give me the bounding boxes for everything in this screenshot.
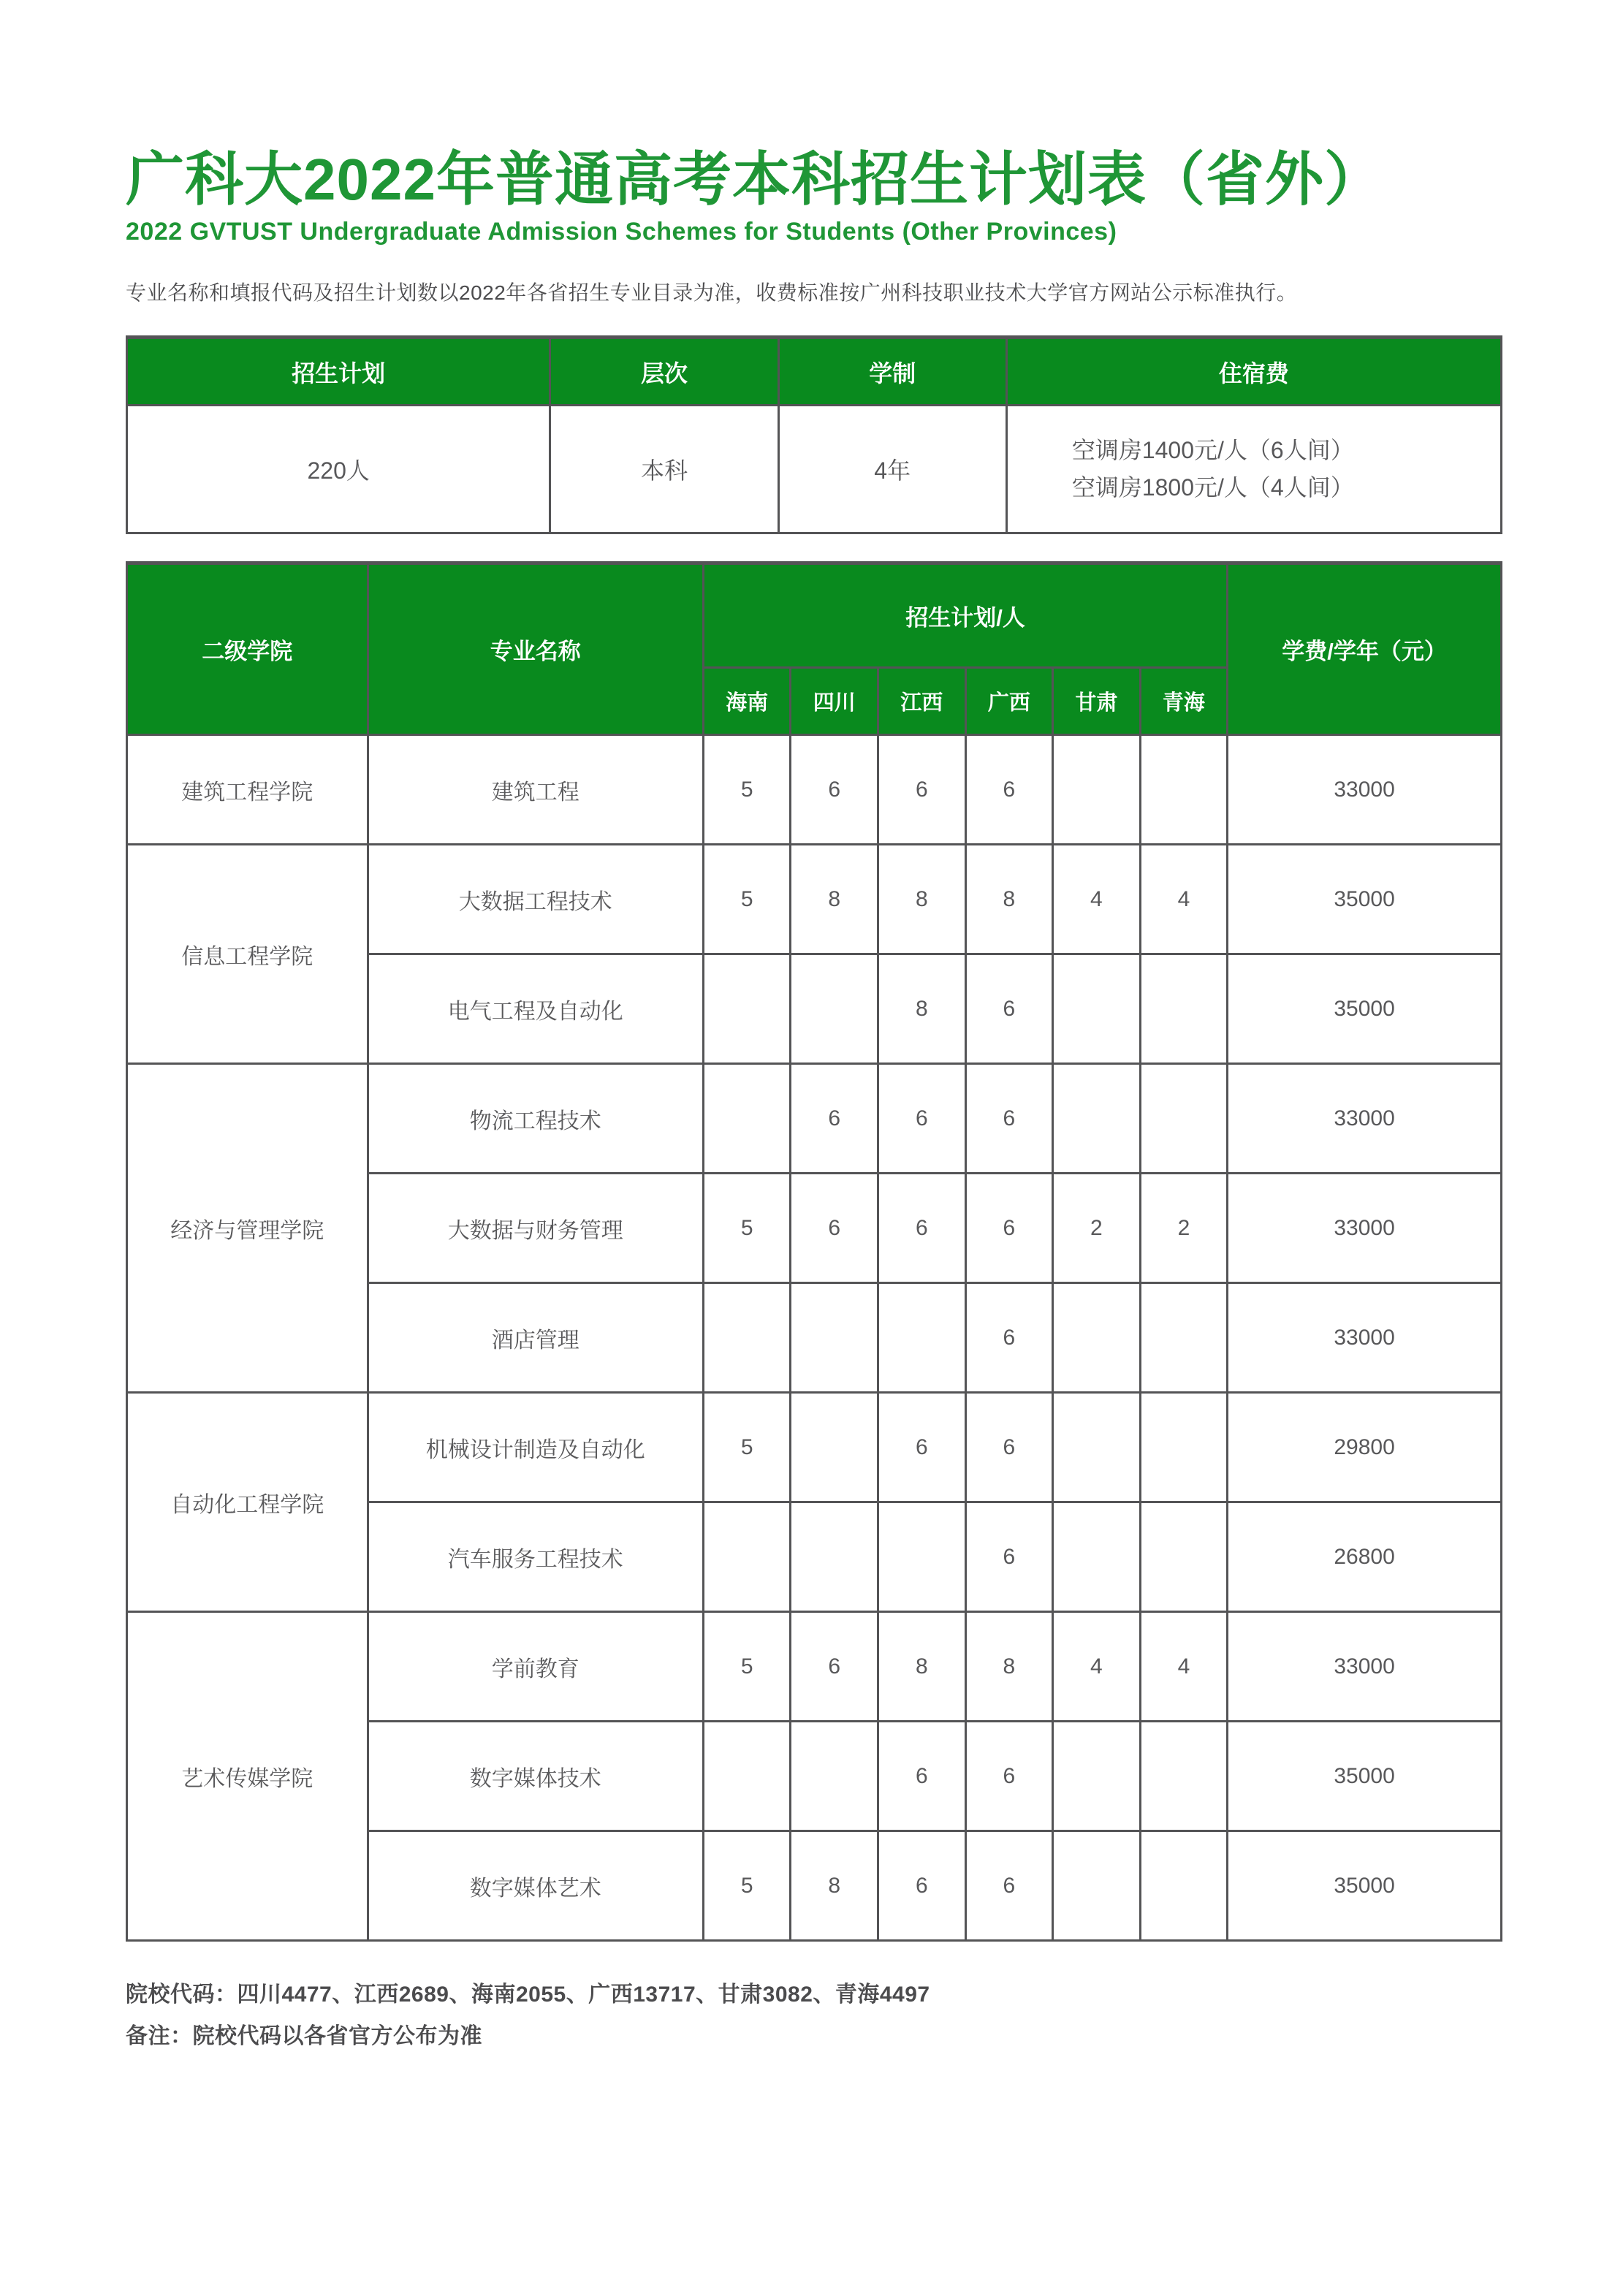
admission-plan-table	[126, 561, 1502, 1942]
province-quota-cell	[1053, 735, 1141, 845]
province-quota-cell	[1053, 954, 1141, 1064]
province-quota-cell	[703, 1064, 791, 1174]
page-container	[126, 0, 1502, 2057]
plan-header-province-sichuan: 四川	[791, 668, 878, 735]
province-quota-cell	[703, 1722, 791, 1831]
province-quota-cell	[1140, 1393, 1228, 1502]
province-quota-cell: 5	[703, 1393, 791, 1502]
page-title: 广科大2022年普通高考本科招生计划表（省外）	[126, 147, 1383, 212]
summary-header-accommodation: 住宿费	[1006, 338, 1501, 406]
major-name-cell: 汽车服务工程技术	[368, 1502, 703, 1612]
college-name-cell: 自动化工程学院	[127, 1393, 368, 1612]
province-quota-cell: 8	[791, 1831, 878, 1941]
tuition-cell: 35000	[1228, 1831, 1502, 1941]
province-quota-cell	[1140, 735, 1228, 845]
province-quota-cell	[703, 1283, 791, 1393]
province-quota-cell: 6	[965, 954, 1053, 1064]
province-quota-cell: 5	[703, 735, 791, 845]
province-quota-cell: 8	[878, 1612, 966, 1722]
tuition-cell: 33000	[1228, 735, 1502, 845]
province-quota-cell: 5	[703, 1612, 791, 1722]
plan-header-province-guangxi: 广西	[965, 668, 1053, 735]
province-quota-cell	[1053, 1831, 1141, 1941]
province-quota-cell	[703, 1502, 791, 1612]
summary-accommodation	[1006, 406, 1501, 533]
province-quota-cell: 8	[965, 1612, 1053, 1722]
tuition-cell: 33000	[1228, 1064, 1502, 1174]
college-name-cell: 艺术传媒学院	[127, 1612, 368, 1941]
province-quota-cell: 6	[878, 1722, 966, 1831]
summary-value-row	[127, 406, 1502, 533]
province-quota-cell: 5	[703, 1831, 791, 1941]
province-quota-cell	[791, 1722, 878, 1831]
province-quota-cell: 6	[791, 1064, 878, 1174]
province-quota-cell: 4	[1140, 1612, 1228, 1722]
plan-header-province-jiangxi: 江西	[878, 668, 966, 735]
province-quota-cell: 8	[965, 845, 1053, 954]
disclaimer-note: 专业名称和填报代码及招生计划数以2022年各省招生专业目录为准，收费标准按广州科技职业技术大学官方网站公示标准执行。	[126, 281, 1298, 304]
summary-plan-total: 220人	[127, 406, 550, 533]
plan-table-row	[127, 1612, 1502, 1722]
tuition-cell: 33000	[1228, 1174, 1502, 1283]
province-quota-cell	[1140, 1722, 1228, 1831]
province-quota-cell: 6	[791, 735, 878, 845]
province-quota-cell	[1053, 1064, 1141, 1174]
province-quota-cell	[878, 1502, 966, 1612]
province-quota-cell: 6	[878, 1174, 966, 1283]
page-subtitle-english: 2022 GVTUST Undergraduate Admission Schemes for Students (Other Provinces)	[126, 218, 1117, 246]
summary-header-row	[127, 338, 1502, 406]
tuition-cell: 26800	[1228, 1502, 1502, 1612]
province-quota-cell: 8	[878, 845, 966, 954]
plan-table-row	[127, 1064, 1502, 1174]
plan-table-row	[127, 1393, 1502, 1502]
tuition-cell: 33000	[1228, 1283, 1502, 1393]
province-quota-cell: 5	[703, 1174, 791, 1283]
plan-header-province-gansu: 甘肃	[1053, 668, 1141, 735]
province-quota-cell: 2	[1140, 1174, 1228, 1283]
province-quota-cell: 6	[965, 1831, 1053, 1941]
major-name-cell: 酒店管理	[368, 1283, 703, 1393]
province-quota-cell: 8	[791, 845, 878, 954]
major-name-cell: 电气工程及自动化	[368, 954, 703, 1064]
footer-notes	[126, 1974, 1502, 2057]
summary-header-level: 层次	[550, 338, 778, 406]
province-quota-cell: 6	[965, 1174, 1053, 1283]
major-name-cell: 建筑工程	[368, 735, 703, 845]
plan-header-college: 二级学院	[127, 563, 368, 735]
plan-header-province-qinghai: 青海	[1140, 668, 1228, 735]
plan-table-row	[127, 735, 1502, 845]
province-quota-cell: 5	[703, 845, 791, 954]
accommodation-line-1: 空调房1400元/人（6人间）	[1071, 436, 1354, 463]
province-quota-cell: 6	[878, 735, 966, 845]
province-quota-cell: 6	[965, 1283, 1053, 1393]
plan-header-major: 专业名称	[368, 563, 703, 735]
major-name-cell: 大数据与财务管理	[368, 1174, 703, 1283]
college-name-cell: 经济与管理学院	[127, 1064, 368, 1393]
major-name-cell: 大数据工程技术	[368, 845, 703, 954]
remark-line: 备注：院校代码以各省官方公布为准	[126, 2024, 482, 2048]
province-quota-cell	[1140, 954, 1228, 1064]
province-quota-cell: 8	[878, 954, 966, 1064]
province-quota-cell: 6	[965, 735, 1053, 845]
major-name-cell: 数字媒体艺术	[368, 1831, 703, 1941]
tuition-cell: 29800	[1228, 1393, 1502, 1502]
province-quota-cell: 6	[878, 1831, 966, 1941]
school-codes-line: 院校代码：四川4477、江西2689、海南2055、广西13717、甘肃3082、青海4497	[126, 1983, 930, 2007]
tuition-cell: 35000	[1228, 954, 1502, 1064]
province-quota-cell: 6	[965, 1064, 1053, 1174]
province-quota-cell: 6	[791, 1174, 878, 1283]
province-quota-cell	[1053, 1283, 1141, 1393]
province-quota-cell: 6	[878, 1393, 966, 1502]
province-quota-cell	[791, 1502, 878, 1612]
province-quota-cell: 4	[1140, 845, 1228, 954]
province-quota-cell	[1140, 1502, 1228, 1612]
province-quota-cell: 4	[1053, 1612, 1141, 1722]
province-quota-cell	[1053, 1393, 1141, 1502]
province-quota-cell	[878, 1283, 966, 1393]
province-quota-cell	[1140, 1831, 1228, 1941]
province-quota-cell	[1053, 1722, 1141, 1831]
province-quota-cell: 2	[1053, 1174, 1141, 1283]
province-quota-cell: 6	[965, 1502, 1053, 1612]
college-name-cell: 建筑工程学院	[127, 735, 368, 845]
plan-header-tuition: 学费/学年（元）	[1228, 563, 1502, 735]
province-quota-cell	[1053, 1502, 1141, 1612]
province-quota-cell: 6	[878, 1064, 966, 1174]
province-quota-cell	[703, 954, 791, 1064]
plan-header-row-1	[127, 563, 1502, 668]
accommodation-line-2: 空调房1800元/人（4人间）	[1071, 474, 1354, 501]
college-name-cell: 信息工程学院	[127, 845, 368, 1064]
major-name-cell: 数字媒体技术	[368, 1722, 703, 1831]
province-quota-cell: 6	[965, 1393, 1053, 1502]
province-quota-cell	[791, 1393, 878, 1502]
tuition-cell: 33000	[1228, 1612, 1502, 1722]
summary-header-duration: 学制	[778, 338, 1006, 406]
province-quota-cell: 4	[1053, 845, 1141, 954]
major-name-cell: 机械设计制造及自动化	[368, 1393, 703, 1502]
major-name-cell: 物流工程技术	[368, 1064, 703, 1174]
summary-level: 本科	[550, 406, 778, 533]
province-quota-cell	[1140, 1283, 1228, 1393]
plan-table-row	[127, 845, 1502, 954]
province-quota-cell	[1140, 1064, 1228, 1174]
summary-duration: 4年	[778, 406, 1006, 533]
tuition-cell: 35000	[1228, 1722, 1502, 1831]
province-quota-cell	[791, 1283, 878, 1393]
plan-header-plan-group: 招生计划/人	[703, 563, 1227, 668]
province-quota-cell: 6	[791, 1612, 878, 1722]
province-quota-cell: 6	[965, 1722, 1053, 1831]
plan-header-province-hainan: 海南	[703, 668, 791, 735]
summary-table	[126, 335, 1502, 534]
major-name-cell: 学前教育	[368, 1612, 703, 1722]
tuition-cell: 35000	[1228, 845, 1502, 954]
summary-header-plan: 招生计划	[127, 338, 550, 406]
province-quota-cell	[791, 954, 878, 1064]
